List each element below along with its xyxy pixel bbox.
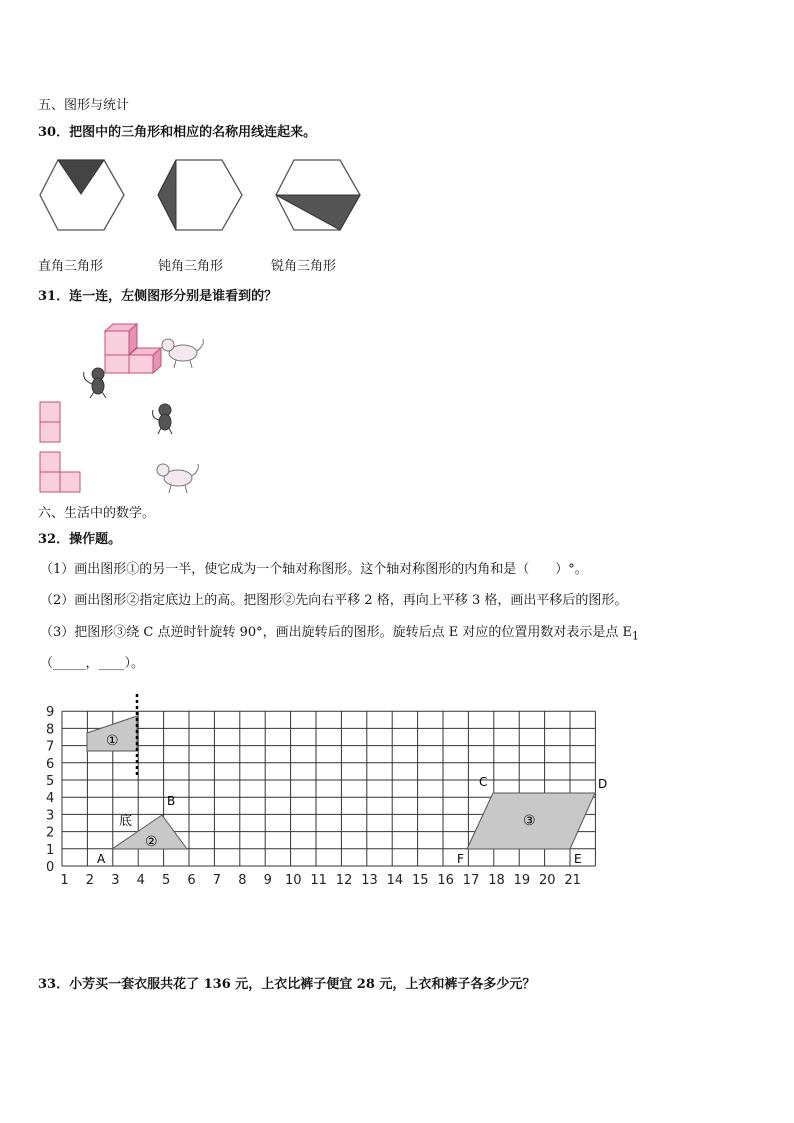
x-tick-label: 4 [136,873,145,888]
question-32-title: 32．操作题。 [38,532,122,547]
view-l-shape [40,452,80,492]
x-tick-label: 3 [111,873,120,888]
x-tick-label: 20 [539,873,556,888]
x-tick-label: 15 [412,873,429,888]
y-tick-label: 3 [46,808,55,824]
cube-stack [105,324,161,373]
hexagon-1 [40,160,124,230]
y-tick-label: 8 [46,722,55,738]
monkey-icon [153,404,172,434]
point-b-label: B [167,794,176,808]
triangle-name-acute: 锐角三角形 [271,259,337,274]
y-tick-label: 6 [46,756,55,772]
shape-1-label: ① [106,733,119,749]
question-32-part-2: （2）画出图形②指定底边上的高。把图形②先向右平移 2 格，再向上平移 3 格，画出平移后的图形。 [40,593,628,608]
x-tick-label: 11 [310,873,327,888]
coordinate-grid [30,688,650,888]
y-tick-label: 0 [46,860,55,875]
question-32-part-3: （3）把图形③绕 C 点逆时针旋转 90°，画出旋转后的图形。旋转后点 E 对应的位置用数对表示是点 $E_1$ [40,625,639,643]
y-tick-label: 4 [46,791,55,807]
x-tick-label: 21 [564,873,581,888]
section-5-heading: 五、图形与统计 [38,98,130,113]
hexagon-figures [38,158,368,238]
question-32-answer-blanks: （_____，____）。 [40,656,145,671]
x-tick-label: 18 [488,873,505,888]
view-front-column [40,402,60,442]
point-c-label: C [479,775,488,789]
x-tick-label: 12 [335,873,353,888]
x-tick-label: 17 [462,873,480,888]
triangle-name-right: 直角三角形 [38,259,104,274]
question-32-part-1: （1）画出图形①的另一半，使它成为一个轴对称图形。这个轴对称图形的内角和是（ ）°。 [40,562,588,577]
x-tick-label: 1 [60,873,69,888]
x-tick-label: 14 [386,873,404,888]
x-tick-label: 2 [85,873,95,888]
y-tick-label: 1 [46,842,55,858]
point-e-label: E [574,852,582,866]
shape-3-label: ③ [523,813,536,829]
dog-icon [157,464,198,493]
point-d-label: D [598,777,608,791]
x-tick-label: 5 [162,873,171,888]
question-31-text: 31．连一连，左侧图形分别是谁看到的？ [38,289,278,304]
y-tick-label: 7 [46,739,55,755]
subscript-1: 1 [632,629,639,643]
y-tick-label: 5 [46,774,55,789]
x-tick-label: 8 [238,873,247,888]
x-tick-label: 7 [212,873,222,888]
shape-2-label: ② [145,834,158,850]
x-tick-label: 13 [361,873,378,888]
y-tick-label: 9 [46,705,55,721]
section-6-heading: 六、生活中的数学。 [38,506,156,521]
question-30-text: 30．把图中的三角形和相应的名称用线连起来。 [38,125,317,140]
hexagon-3 [276,160,360,230]
dog-icon [162,339,203,368]
x-tick-label: 19 [513,873,531,888]
y-tick-label: 2 [46,825,55,841]
x-tick-label: 16 [437,873,454,888]
x-tick-label: 9 [263,873,272,888]
triangle-name-obtuse: 钝角三角形 [158,259,224,274]
point-a-label: A [97,852,106,866]
question-33-text: 33．小芳买一套衣服共花了 136 元，上衣比裤子便宜 28 元，上衣和裤子各多少元？ [38,977,536,992]
x-tick-label: 6 [187,873,196,888]
monkey-icon [84,368,106,398]
hexagon-2 [158,160,242,230]
point-f-label: F [457,852,464,866]
base-label: 底 [119,814,133,829]
q31-figures [38,318,218,498]
x-tick-label: 10 [285,873,302,888]
